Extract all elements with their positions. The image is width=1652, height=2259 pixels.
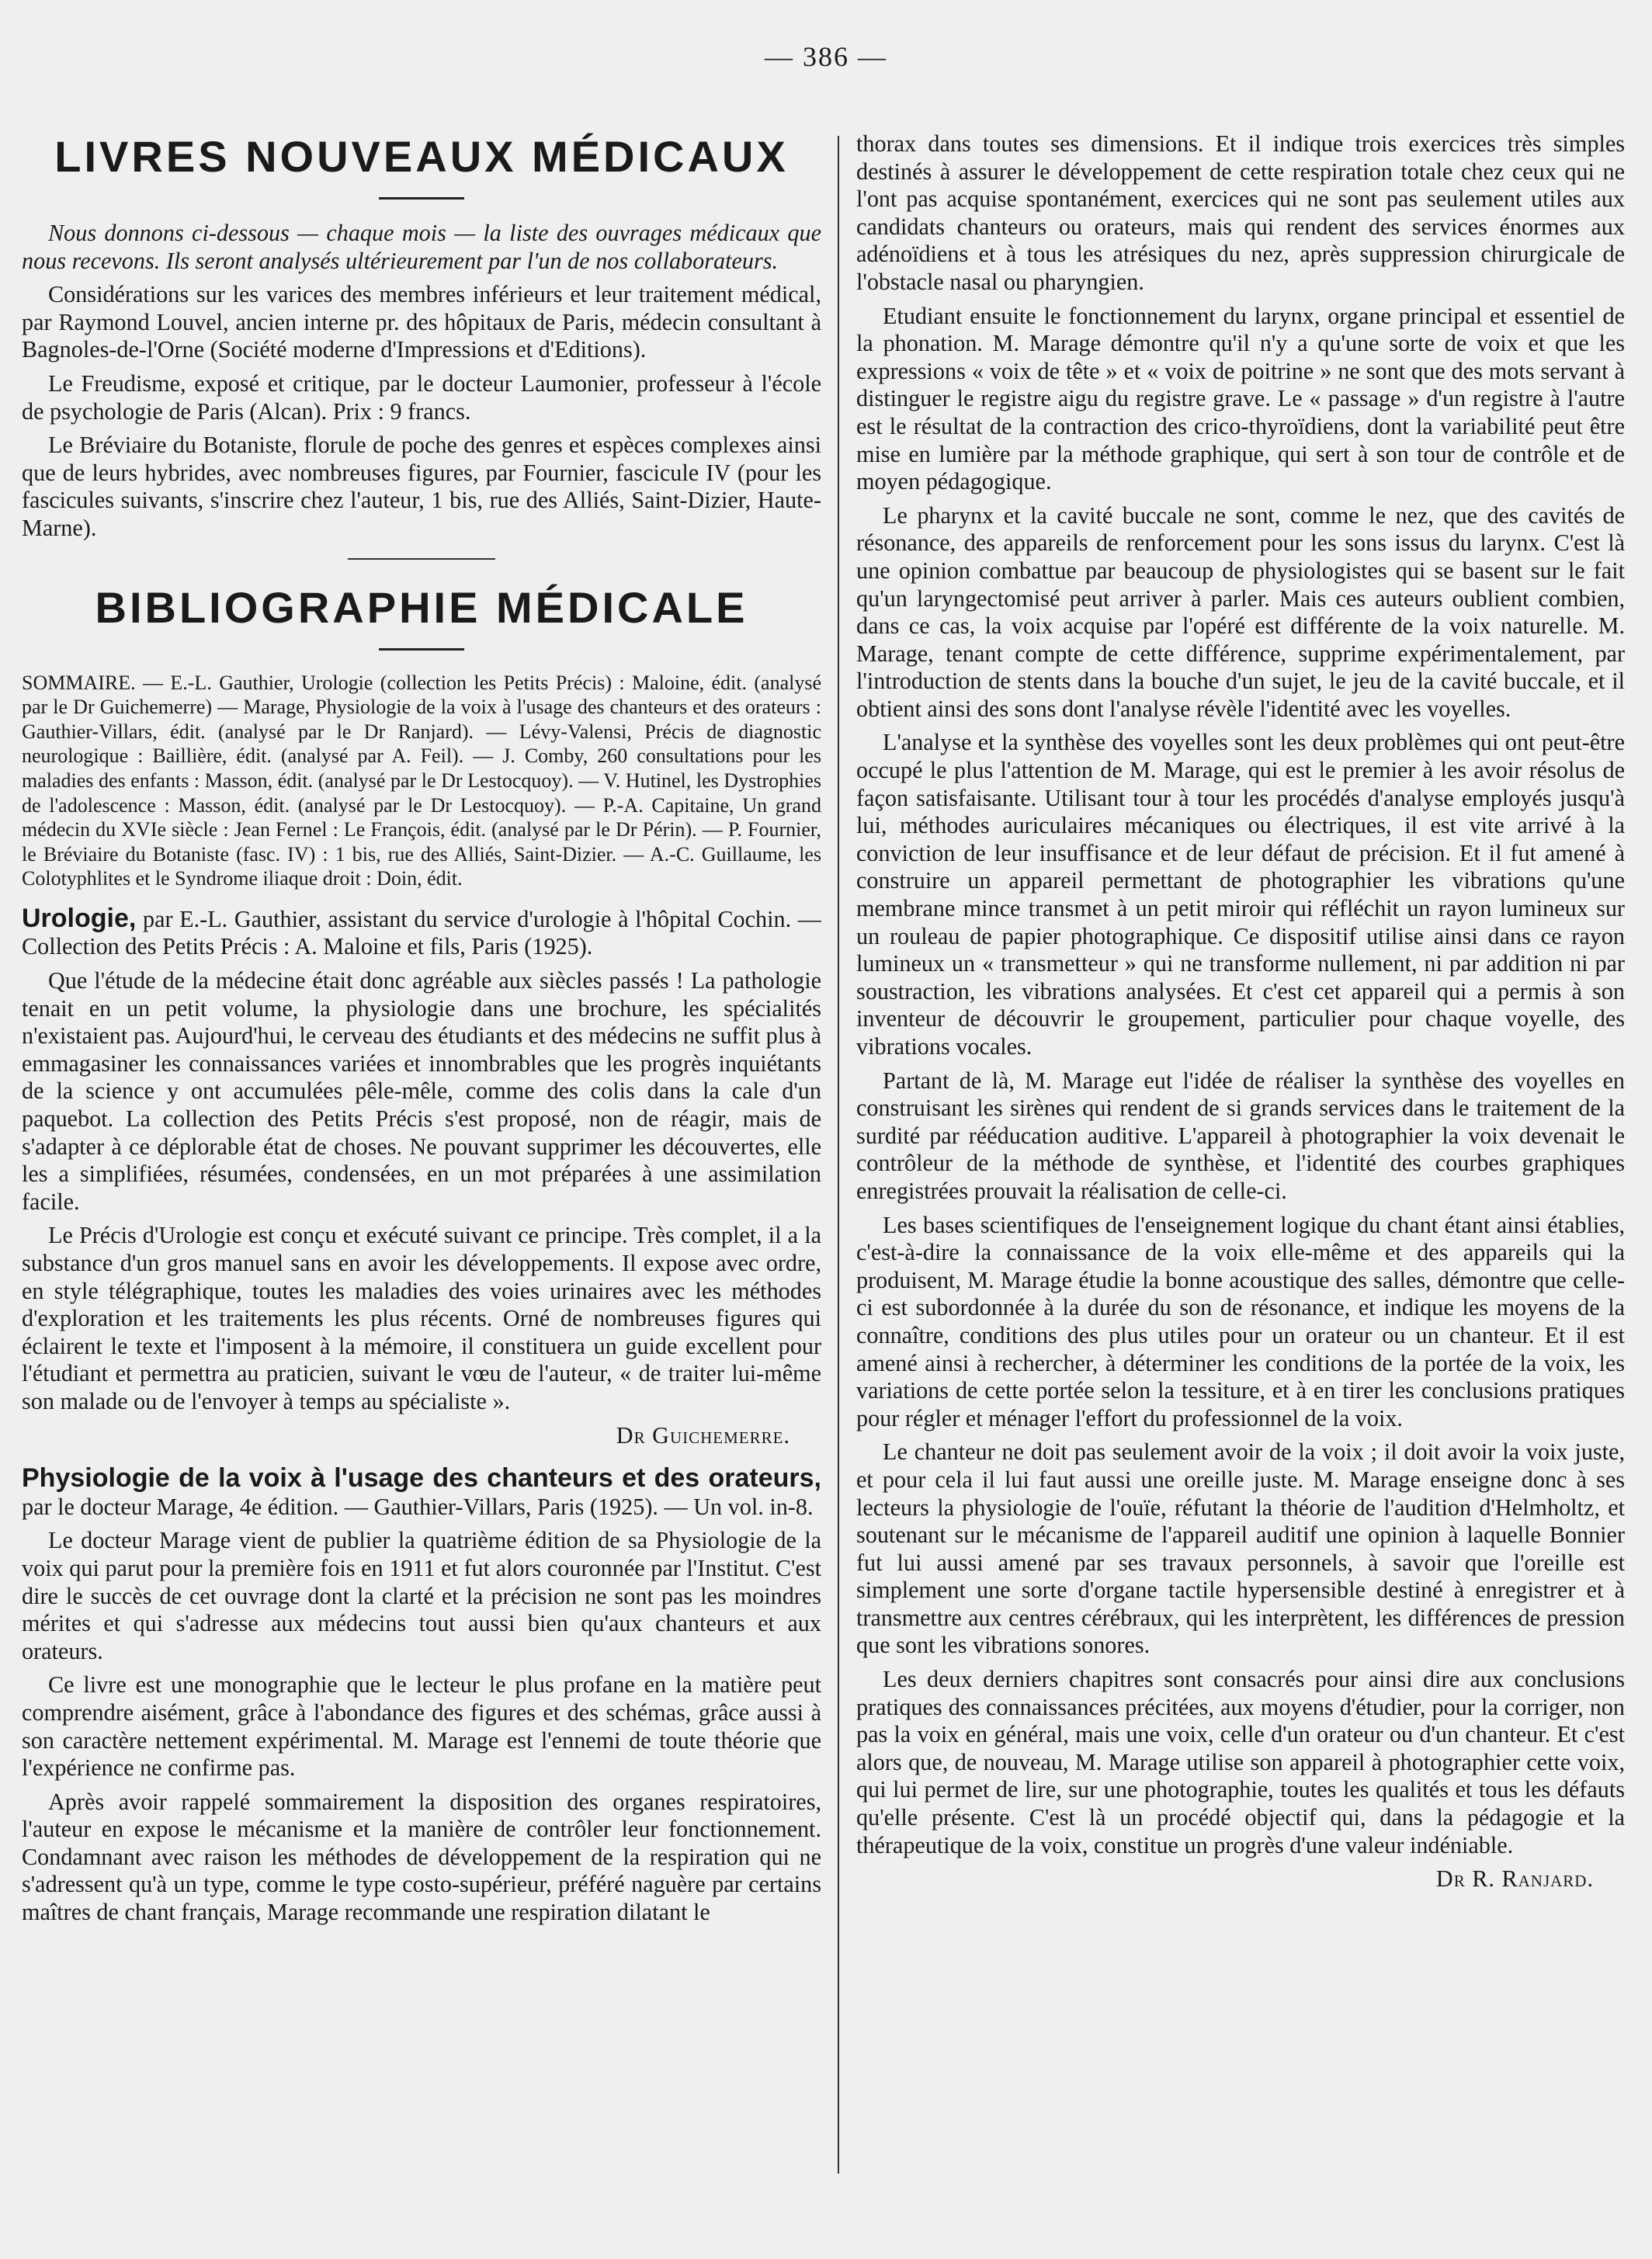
review-paragraph: Etudiant ensuite le fonctionnement du larynx, organe principal et essentiel de la phonation. M. Marage démontre qu'il n'y a qu'une sorte de voix et que les expressions « voix de tête » et « voix de poitrine » ne sont que des mots servant à distinguer le registre aigu du registre grave. Le « passage » d'un registre à l'autre est le résultat de la contraction des crico-thyroïdiens, dont la variabilité peut être mise en lumière par la méthode graphique, qui sert à son tour de contrôle et de moyen pédagogique.	[856, 302, 1625, 495]
review-paragraph: Le chanteur ne doit pas seulement avoir de la voix ; il doit avoir la voix juste, et pour cela il lui faut aussi une oreille juste. M. Marage enseigne donc à ses lecteurs la physiologie de l'ouïe, réfutant la théorie de l'audition d'Helmholtz, et soutenant sur le mécanisme de l'appareil auditif une opinion à laquelle Bonnier fut lui aussi amené par ses travaux personnels, à savoir que l'oreille est simplement une sorte d'organe tactile hypersensible destiné à enregistrer et à transmettre aux centres cérébraux, qui les interprètent, les différences de pression que sont les vibrations sonores.	[856, 1438, 1625, 1659]
title-underline	[379, 648, 464, 651]
left-column	[22, 130, 821, 2174]
book-entry: Considérations sur les varices des membres inférieurs et leur traitement médical, par Raymond Louvel, ancien interne pr. des hôpitaux de Paris, médecin consultant à Bagnoles-de-l'Orne (Société moderne d'Impressions et d'Editions).	[22, 281, 821, 363]
page-number: — 386 —	[765, 41, 887, 72]
review-citation: par le docteur Marage, 4e édition. — Gauthier-Villars, Paris (1925). — Un vol. in-8.	[22, 1493, 814, 1520]
review-paragraph: thorax dans toutes ses dimensions. Et il indique trois exercices très simples destinés à assurer le développement de cette respiration totale chez ceux qui ne l'ont pas acquise spontanément, exercices qui ne sont pas seulement utiles aux candidats chanteurs ou orateurs, mais qui rendent des services énormes aux adénoïdiens et à tous les atrésiques du nez, après suppression chirurgicale de l'obstacle nasal ou pharyngien.	[856, 130, 1625, 295]
review-heading-physiologie	[22, 1465, 821, 1521]
review-paragraph: Les bases scientifiques de l'enseignement logique du chant étant ainsi établies, c'est-à-dire la connaissance de la voix elle-même et des appareils qui la produisent, M. Marage étudie la bonne acoustique des salles, démontre que celle-ci est subordonnée à la durée du son de résonance, et indique les moyens de la connaître, conditions des plus utiles pour un orateur ou un chanteur. Et il est amené ainsi à rechercher, à déterminer les conditions de la portée de la voix, les variations de cette portée selon la tessiture, et à en tirer les conclusions pratiques pour régler et ménager l'effort du professionnel de la voix.	[856, 1211, 1625, 1431]
review-paragraph: Après avoir rappelé sommairement la disposition des organes respiratoires, l'auteur en expose le mécanisme et la manière de contrôler leur fonctionnement. Condamnant avec raison les méthodes de développement de la respiration qui ne s'adressent qu'à un type, comme le type costo-supérieur, préféré naguère par certains maîtres de chant français, Marage recommande une respiration dilatant le	[22, 1788, 821, 1926]
review-signature: Dr Guichemerre.	[616, 1421, 790, 1449]
section-title-livres: LIVRES NOUVEAUX MÉDICAUX	[54, 132, 789, 181]
review-paragraph: Partant de là, M. Marage eut l'idée de réaliser la synthèse des voyelles en construisant les sirènes qui rendent de si grands services dans le traitement de la surdité par rééducation auditive. L'appareil à photographier la voix devenait le contrôleur de la méthode de synthèse, et l'identité des courbes graphiques enregistrées prouvait la réalisation de celle-ci.	[856, 1067, 1625, 1204]
review-paragraph: Le pharynx et la cavité buccale ne sont, comme le nez, que des cavités de résonance, des appareils de renforcement pour les sons issus du larynx. C'est là une opinion combattue par beaucoup de physiologistes qui se basent sur le fait qu'un laryngectomisé peut arriver à parler. Mais ces auteurs oublient combien, dans ce cas, la voix acquise par l'opéré est différente de la voix naturelle. M. Marage, tenant compte de cette différence, supprime expérimentalement, par l'introduction de stents dans la bouche d'un sujet, le jeu de la cavité buccale, et il obtient ainsi des sons dont l'analyse révèle l'identité avec les voyelles.	[856, 501, 1625, 722]
review-paragraph: Le docteur Marage vient de publier la quatrième édition de sa Physiologie de la voix qui parut pour la première fois en 1911 et fut alors couronnée par l'Institut. C'est dire le succès de cet ouvrage dont la clarté et la précision ne sont pas les moindres mérites et qui s'adresse aux médecins tout aussi bien qu'aux chanteurs et aux orateurs.	[22, 1527, 821, 1664]
review-title: Urologie,	[22, 903, 137, 933]
review-title: Physiologie de la voix à l'usage des chanteurs et des orateurs,	[22, 1463, 821, 1494]
review-paragraph: Que l'étude de la médecine était donc agréable aux siècles passés ! La pathologie tenait en un petit volume, la physiologie dans une brochure, les spécialités n'existaient pas. Aujourd'hui, le cerveau des étudiants et des médecins ne suffit plus à emmagasiner les connaissances variées et innombrables que les progrès inquiétants de la science y ont accumulées pêle-mêle, comme des colis dans la cale d'un paquebot. La collection des Petits Précis s'est proposé, non de réagir, mais de s'adapter à ce déplorable état de choses. Ne pouvant supprimer les découvertes, elle les a simplifiées, résumées, condensées, en un mot préparées à une assimilation facile.	[22, 967, 821, 1215]
review-paragraph: Les deux derniers chapitres sont consacrés pour ainsi dire aux conclusions pratiques des connaissances précitées, aux moyens d'étudier, pour la corriger, non pas la voix en général, mais une voix, celle d'un orateur ou d'un chanteur. Et c'est alors que, de nouveau, M. Marage utilise son appareil à photographier cette voix, qui lui permet de lire, sur une photographie, toutes les qualités et tous les défauts qu'elle présente. C'est là un procédé objectif qui, dans la pédagogie et la thérapeutique de la voix, constitue un progrès d'une valeur indéniable.	[856, 1666, 1625, 1858]
review-citation: par E.-L. Gauthier, assistant du service d'urologie à l'hôpital Cochin. — Collection des Petits Précis : A. Maloine et fils, Paris (1925).	[22, 905, 821, 960]
book-entry: Le Bréviaire du Botaniste, florule de poche des genres et espèces complexes ainsi que de leurs hybrides, avec nombreuses figures, par Fournier, fascicule IV (pour les fascicules suivants, s'inscrire chez l'auteur, 1 bis, rue des Alliés, Saint-Dizier, Haute-Marne).	[22, 432, 821, 541]
review-paragraph: Ce livre est une monographie que le lecteur le plus profane en la matière peut comprendre aisément, grâce à l'abondance des figures et des schémas, grâce aussi à son caractère nettement expérimental. M. Marage est l'ennemi de toute théorie que l'expérience ne confirme pas.	[22, 1671, 821, 1782]
review-paragraph: L'analyse et la synthèse des voyelles sont les deux problèmes qui ont peut-être occupé le plus l'attention de M. Marage, qui est le premier à les avoir résolus de façon satisfaisante. Utilisant tour à tour les procédés d'analyse employés jusqu'à lui, méthodes auriculaires mécaniques ou électriques, il est vite arrivé à la conviction de leur insuffisance et de leur défaut de précision. Et il fut amené à construire un appareil permettant de photographier les vibrations qu'une membrane mince transmet à un petit miroir qui réfléchit un rayon lumineux sur un rouleau de papier photographique. Ce dispositif utilise ainsi dans ce rayon lumineux un « transmetteur » qui ne transforme nullement, ni par addition ni par soustraction, les vibrations analysées. Et c'est cet appareil qui a permis à son inventeur de découvrir le groupement, particulier pour chaque voyelle, des vibrations vocales.	[856, 729, 1625, 1060]
review-paragraph: Le Précis d'Urologie est conçu et exécuté suivant ce principe. Très complet, il a la substance d'un gros manuel sans en avoir les développements. Il expose avec ordre, en style télégraphique, toutes les maladies des voies urinaires avec les méthodes d'exploration et les traitements les plus récents. Orné de nombreuses figures qui éclairent le texte et l'imposent à la mémoire, il constituera un guide excellent pour l'étudiant et permettra au praticien, suivant le vœu de l'auteur, « de traiter lui-même son malade ou de l'envoyer à temps au spécialiste ».	[22, 1222, 821, 1414]
right-column	[856, 130, 1625, 2174]
column-rule	[838, 136, 839, 2174]
title-underline	[379, 197, 464, 200]
review-signature: Dr R. Ranjard.	[1435, 1865, 1594, 1893]
separator-rule	[348, 558, 495, 560]
review-heading-urologie	[22, 905, 821, 961]
sommaire: SOMMAIRE. — E.-L. Gauthier, Urologie (collection les Petits Précis) : Maloine, édit. (analysé par le Dr Guichemerre) — Marage, Physiologie de la voix à l'usage des chanteurs et des orateurs : Gauthier-Villars, édit. (analysé par le Dr Ranjard). — Lévy-Valensi, Précis de diagnostic neurologique : Baillière, édit. (analysé par A. Feil). — J. Comby, 260 consultations pour les maladies des enfants : Masson, édit. (analysé par le Dr Lestocquoy). — V. Hutinel, les Dystrophies de l'adolescence : Masson, édit. (analysé par le Dr Lestocquoy). — P.-A. Capitaine, Un grand médecin du XVIe siècle : Jean Fernel : Le François, édit. (analysé par le Dr Périn). — P. Fournier, le Bréviaire du Botaniste (fasc. IV) : 1 bis, rue des Alliés, Saint-Dizier. — A.-C. Guillaume, les Colotyphlites et le Syndrome iliaque droit : Doin, édit.	[22, 671, 821, 890]
intro-note: Nous donnons ci-dessous — chaque mois — la liste des ouvrages médicaux que nous recevons. Ils seront analysés ultérieurement par l'un de nos collaborateurs.	[22, 220, 821, 274]
book-entry: Le Freudisme, exposé et critique, par le docteur Laumonier, professeur à l'école de psychologie de Paris (Alcan). Prix : 9 francs.	[22, 370, 821, 425]
section-title-bibliographie: BIBLIOGRAPHIE MÉDICALE	[95, 582, 748, 632]
